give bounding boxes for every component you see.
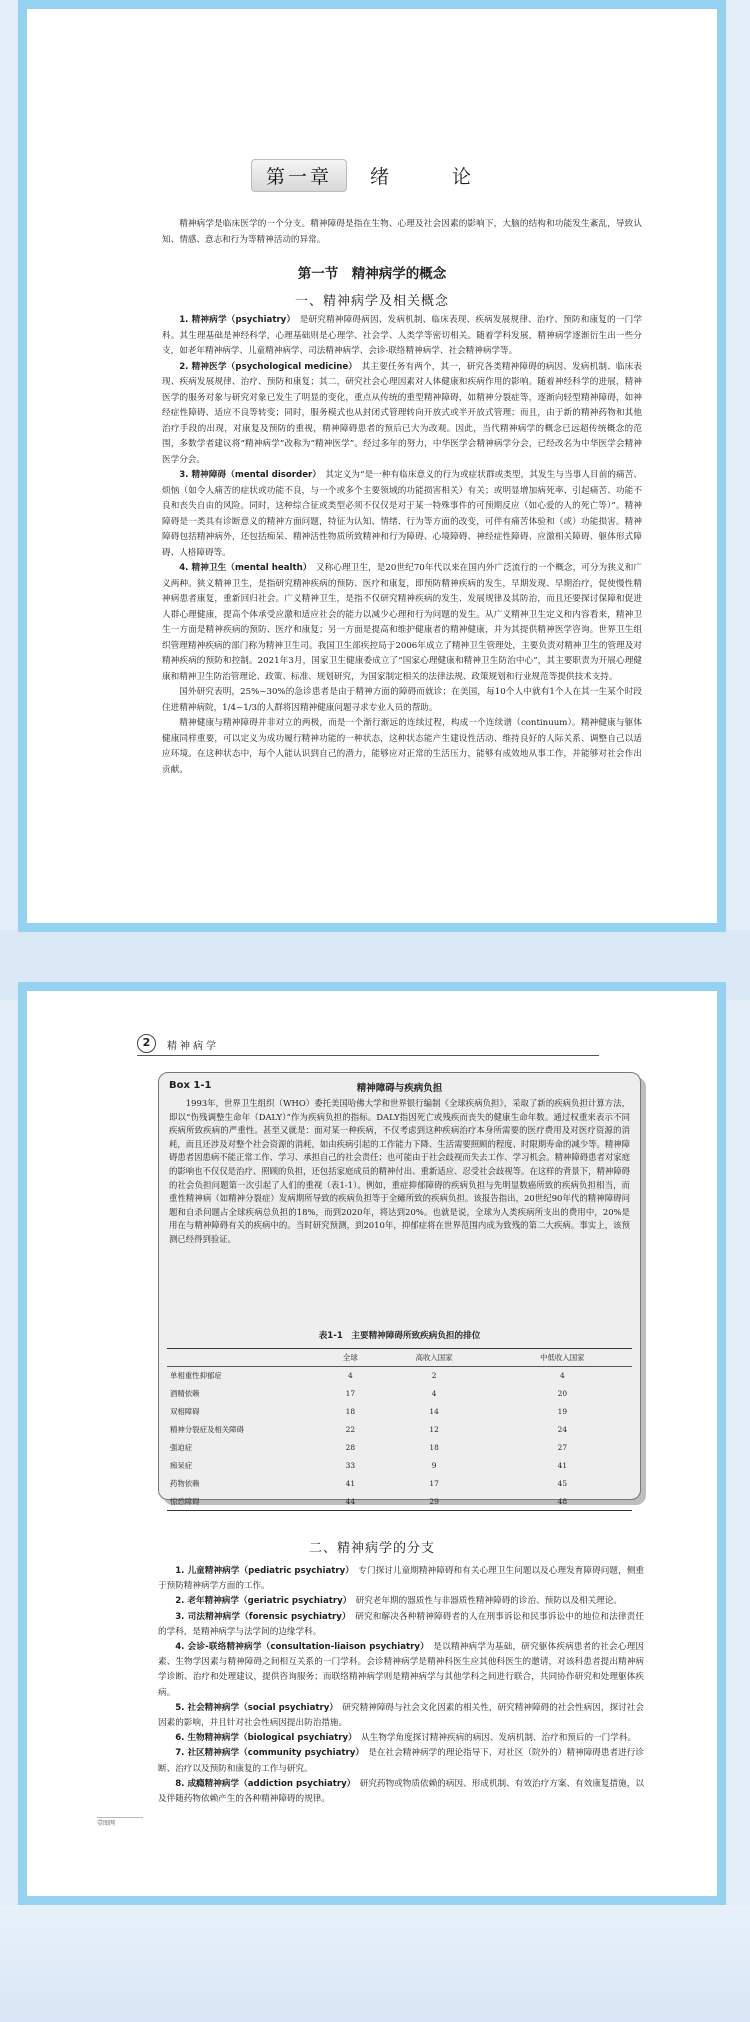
list-item: 1. 儿童精神病学（pediatric psychiatry） 专门探讨儿童期精神障碍和有关心理卫生问题以及心理发育障碍问题，侧重于预防精神病学方面的工作。: [158, 1566, 644, 1592]
background-band: [0, 1905, 750, 2022]
paragraph: 国外研究表明，25%~30%的急诊患者是由于精神方面的障碍而就诊；在美国，每10个人中就有1个人在其一生某个时段住进精神病院，1/4~1/3的人群将因精神健康问题寻求专业人员的帮助。: [162, 687, 642, 713]
subsection-title: 一、精神病学及相关概念: [294, 294, 449, 309]
paragraph: 4. 精神卫生（mental health） 又称心理卫生，是20世纪70年代以来在国内外广泛流行的一个概念，可分为狭义和广义两种。狭义精神卫生，是指研究精神疾病的预防、医疗和康复，即预防精神疾病的发生，早期发现、早期治疗，促使慢性精神病患者康复，重新回归社会。广义精神卫生，是指不仅研究精神疾病的发生、发展规律及其防治，而且还要探讨保障和促进人群心理健康，提高个体承受应激和适应社会的能力以减少心理和行为问题的发生。从广义精神卫生定义和内容看来，精神卫生一方面是精神疾病的预防、医疗和康复；另一方面是提高和维护健康者的精神健康，并为其提供精神医学咨询。世界卫生组织管理精神疾病的部门称为精神卫生司。我国卫生部疾控局于2006年成立了精神卫生管理处，主要负责对精神卫生的管理及对精神疾病的预防和控制。2021年3月，国家卫生健康委成立了“国家心理健康和精神卫生防治中心”，其主要职责为开展心理健康和精神卫生防治管理论、政策、标准、规划研究，为国家制定相关的法律法规、政策规划和行业规范等提供技术支持。: [162, 563, 642, 682]
subsection-title: 二、精神病学的分支: [308, 1541, 435, 1556]
list-item: 3. 司法精神病学（forensic psychiatry） 研究和解决各种精神障碍者的人在刑事诉讼和民事诉讼中的地位和法律责任的学科，是精神病学与法学间的边缘学科。: [158, 1611, 644, 1637]
body-text: [162, 313, 642, 778]
chapter-heading: [27, 159, 717, 192]
box-title: 精神障碍与疾病负担: [356, 1083, 443, 1094]
table-row: 惊恐障碍 44 29 48: [167, 1492, 632, 1510]
page-header: [137, 1035, 599, 1056]
table-row: 酒精依赖 17 4 20: [170, 1389, 568, 1399]
list-item: 7. 社区精神病学（community psychiatry） 是在社会精神病学的理论指导下，对社区（院外的）精神障碍患者进行诊断、治疗以及预防和康复的工作与研究。: [158, 1748, 644, 1774]
intro-paragraph: 精神病学是临床医学的一个分支。精神障碍是指在生物、心理及社会因素的影响下，大脑的结构和功能发生紊乱，导致认知、情感、意志和行为等精神活动的异常。: [162, 219, 642, 245]
paragraph: 精神健康与精神障碍并非对立的两极，而是一个渐行渐远的连续过程，构成一个连续谱（continuum）。精神健康与躯体健康同样重要，可以定义为成功履行精神功能的一种状态，这种状态能产生建设性活动、维持良好的人际关系、调整自己以适应环境。在这种状态中，每个人能认识到自己的潜力，能够应对正常的生活压力，能够有成效地从事工作，并能够对社会作出贡献。: [162, 718, 642, 775]
running-title: 精神病学: [167, 1041, 219, 1052]
list-item: 6. 生物精神病学（biological psychiatry） 从生物学角度探讨精神疾病的病因、发病机制、治疗和预后的一门学科。: [175, 1733, 637, 1744]
table-title: 表1-1 主要精神障碍所致疾病负担的排位: [318, 1331, 481, 1341]
table-header-row: [167, 1349, 632, 1367]
table-row: 痴呆症 33 9 41: [170, 1460, 568, 1470]
chapter-intro: [162, 217, 642, 248]
table-row: 双相障碍 18 14 19: [170, 1407, 568, 1417]
box-text: [169, 1097, 630, 1247]
watermark-stamp: 壹图网: [97, 1817, 143, 1832]
book-page-2: [18, 982, 726, 1905]
table-row: 单相重性抑郁症 4 2 4: [170, 1371, 565, 1381]
paragraph: 3. 精神障碍（mental disorder） 其定义为“是一种有临床意义的行为或症状群或类型，其发生与当事人目前的痛苦、烦恼（如令人痛苦的症状或功能不良，与一个或多个主要领域的功能损害相关）有关；或明显增加病死率、引起痛苦、功能不良和丧失自由的风险。同时，这种综合征或类型必须不仅仅是对于某一特殊事件的可预期反应（如心爱的人的死亡等）”。精神障碍是一类具有诊断意义的精神方面问题，特征为认知、情绪、行为等方面的改变，可伴有痛苦体验和（或）功能损害。精神障碍包括精神病外，还包括痴呆、精神活性物质所致精神和行为障碍、心境障碍、神经症性障碍、应激相关障碍、躯体形式障碍、人格障碍等。: [162, 470, 642, 558]
chapter-title: 绪 论: [370, 166, 494, 188]
table-row: 强迫症 28 18 27: [170, 1443, 568, 1452]
paragraph: 1. 精神病学（psychiatry） 是研究精神障碍病因、发病机制、临床表现、疾病发展规律、治疗、预防和康复的一门学科。其生理基础是神经科学，心理基础则是心理学、社会学、人类学等密切相关。随着学科发展，精神病学逐渐衍生出一些分支，如老年精神病学、儿童精神病学、司法精神病学、会诊-联络精神病学、社会精神病学等。: [162, 315, 642, 356]
book-page-1: [18, 0, 726, 932]
chapter-number: 第一章: [251, 159, 347, 192]
table-header: 全球: [325, 1349, 375, 1367]
table-header: [167, 1349, 325, 1367]
table-row: 精神分裂症及相关障碍 22 12 24: [170, 1425, 568, 1435]
list-item: 2. 老年精神病学（geriatric psychiatry） 研究老年期的器质性与非器质性精神障碍的诊治、预防以及相关理论。: [175, 1596, 623, 1607]
branch-list: [158, 1564, 644, 1807]
box-label: Box 1-1: [169, 1080, 212, 1091]
burden-table: [167, 1348, 632, 1511]
page-number: 2: [137, 1034, 156, 1053]
box-paragraph: 1993年，世界卫生组织（WHO）委托美国哈佛大学和世界银行编制《全球疾病负担》，采取了新的疾病负担计算方法，即以“伤残调整生命年（DALY）”作为疾病负担的指标。DALY指因死亡或残疾而丧失的健康生命年数。通过权重来表示不同疾病所致疾病的严重性。甚至又就是：面对某一种疾病，不仅考虑到这种疾病治疗本身所需要的医疗费用及对医疗资源的消耗，而且还涉及对整个社会资源的消耗，如由疾病引起的工作能力下降、生活需要照顾的程度、时限期寿命的减少等。精神障碍患者因患病不能正常工作、学习、承担自己的社会责任；也可能由于社会歧视而失去工作、学习机会。精神障碍患者对家庭的影响也不仅仅是治疗、照顾的负担，还包括家庭成员的精神付出、重新适应、忍受社会歧视等。在这样的背景下，精神障碍的社会负担问题第一次引起了人们的重视（表1-1）。例如，重症抑郁障碍的疾病负担与先明显数癌所致的疾病负担相当，而重性精神病（如精神分裂症）发病期所导致的疾病负担等于全瘫所致的疾病负担。该报告指出，20世纪90年代的精神障碍问题和自杀问题占全球疾病总负担的18%，而到2020年，将达到20%。也就是说，全球为人类疾病所支出的费用中，20%是用在与精神障碍有关的疾病中的。当时研究预测，到2010年，抑郁症将在世界范围内成为致残的第二大疾病。事实上，该预测已经得到验证。: [169, 1098, 630, 1244]
list-item: 8. 成瘾精神病学（addiction psychiatry） 研究药物或物质依赖的病因、形成机制、有效治疗方案、有效康复措施，以及伴随药物依赖产生的各种精神障碍的规律。: [158, 1778, 644, 1805]
list-item: 5. 社会精神病学（social psychiatry） 研究精神障碍与社会文化因素的相关性，研究精神障碍的社会性病因，探讨社会因素的影响，并且针对社会性病因提出防治措施。: [158, 1702, 644, 1729]
paragraph: 2. 精神医学（psychological medicine） 其主要任务有两个，其一，研究各类精神障碍的病因、发病机制、临床表现、疾病发展规律、治疗、预防和康复；其二，研究社会心理因素对人体健康和疾病作用的影响。随着神经科学的进展，精神医学的服务对象与研究对象已发生了明显的变化，重点从传统的重型精神障碍，如精神分裂症等，逐渐向轻型精神障碍，如神经症性障碍、适应不良等转变；同时，服务模式也从封闭式管理转向开放式或半开放式管理；而且，由于新的精神药物和其他治疗手段的出现，对康复及预防的重视，精神障碍患者的预后已大为改观。因此，当代精神病学的概念已远超传统概念的范围，多数学者建议将“精神病学”改称为“精神医学”。经过多年的努力，中华医学会精神病学分会，已经改名为中华医学会精神医学分会。: [162, 361, 642, 465]
table-header: 高收入国家: [376, 1349, 493, 1367]
table-row: 药物依赖 41 17 45: [170, 1478, 568, 1488]
info-box: [158, 1072, 641, 1506]
section-title: 第一节 精神病学的概念: [297, 266, 447, 282]
list-item: 4. 会诊-联络精神病学（consultation-liaison psychiatry） 是以精神病学为基础，研究躯体疾病患者的社会心理因素、生物学因素与精神障碍之间相互关系的一门学科。会诊精神病学是精神科医生应其他科医生的邀请，对该科患者提出精神病学诊断、治疗和处理建议，提供咨询服务；而联络精神病学则是精神病学与其他学科之间进行联合，共同协作研究和处理躯体疾病。: [158, 1642, 644, 1698]
table-header: 中低收入国家: [493, 1349, 632, 1367]
